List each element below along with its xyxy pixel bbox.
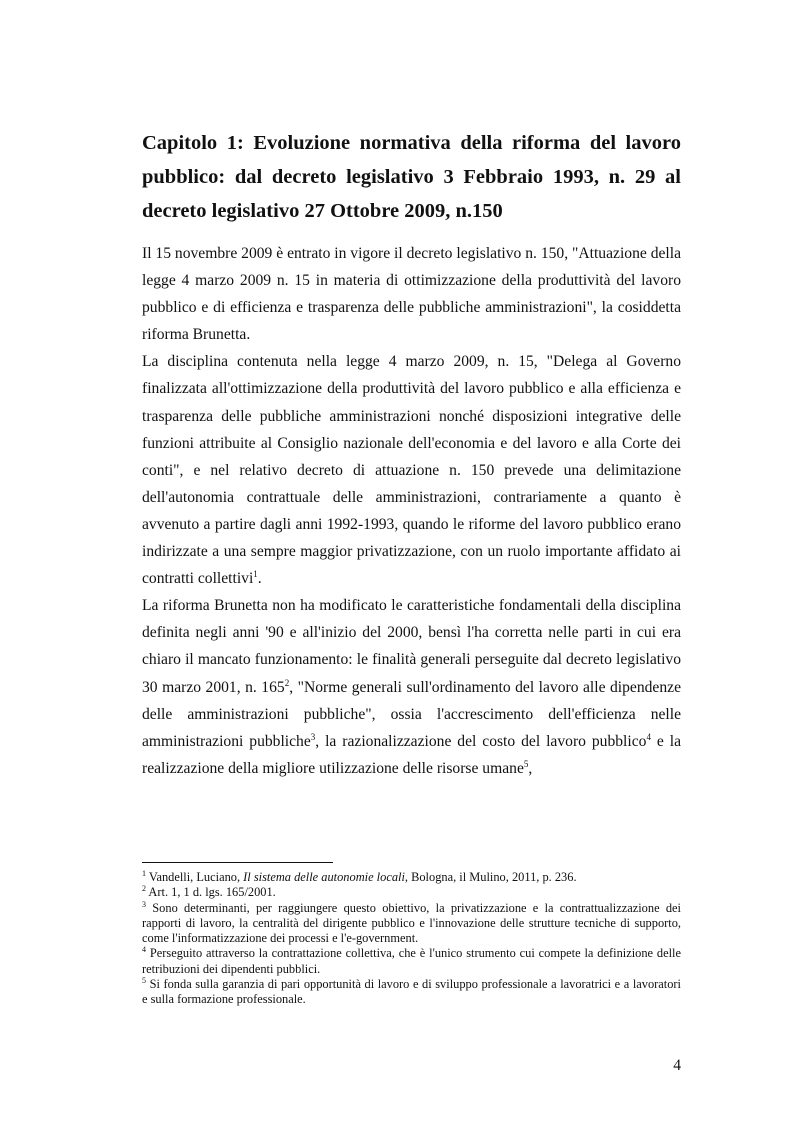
footnote-mark-4: 4 — [142, 945, 146, 955]
footnote-3 — [142, 901, 681, 947]
footnote-4-text: Perseguito attraverso la contrattazione collettiva, che è l'unico strumento cui compete la definizione delle retribuzioni dei dipendenti pubblici. — [142, 946, 681, 976]
footnote-ref-2: 2 — [284, 677, 290, 688]
footnote-1-title: Il sistema delle autonomie locali — [243, 870, 405, 884]
footnote-1-text-b: , Bologna, il Mulino, 2011, p. 236. — [404, 870, 577, 884]
footnote-ref-4: 4 — [646, 731, 651, 742]
footnote-ref-3: 3 — [310, 731, 316, 742]
paragraph-3-text-c: , la razionalizzazione del costo del lavoro pubblico — [315, 732, 647, 750]
footnote-mark-1: 1 — [142, 868, 146, 878]
paragraph-2: La disciplina contenuta nella legge 4 marzo 2009, n. 15, "Delega al Governo finalizzata all'ottimizzazione della produttività del lavoro pubblico e alla efficienza e trasparenza delle pubbliche amministrazioni nonché disposizioni integrative delle funzioni attribuite al Consiglio nazionale dell'economia e del lavoro e alla Corte dei conti", e nel relativo decreto di attuazione n. 150 prevede una delimitazione dell'autonomia contrattuale delle amministrazioni, contrariamente a quanto è avvenuto a partire dagli anni 1992-1993, quando le riforme del lavoro pubblico erano indirizzate a una sempre maggior privatizzazione, con un ruolo importante affidato ai contratti collettivi$^1$. — [142, 353, 681, 588]
footnote-2-text: Art. 1, 1 d. lgs. 165/2001. — [148, 885, 276, 900]
chapter-heading: Capitolo 1: Evoluzione normativa della riforma del lavoro pubblico: dal decreto legislativo 3 Febbraio 1993, n. 29 al decreto legislativo 27 Ottobre 2009, n.150 — [142, 132, 681, 222]
paragraph-3-text-b: , "Norme generali sull'ordinamento del lavoro alle dipendenze delle amministrazioni pubbliche", ossia l'accrescimento dell'efficienza nelle amministrazioni pubbliche — [142, 678, 681, 750]
footnote-3-text: Sono determinanti, per raggiungere questo obiettivo, la privatizzazione e la contrattualizzazione dei rapporti di lavoro, la centralità del dirigente pubblico e l'innovazione delle strutture tecniche di supporto, come l'informatizzazione dei processi e l'e-government. — [142, 900, 681, 946]
footnote-1-text-a: Vandelli, Luciano, — [148, 870, 244, 884]
footnote-separator — [142, 862, 333, 863]
footnote-5-text: Si fonda sulla garanzia di pari opportunità di lavoro e di sviluppo professionale a lavoratrici e a lavoratori e sulla formazione professionale. — [142, 977, 681, 1007]
footnote-ref-5: 5 — [523, 758, 529, 769]
footnote-mark-5: 5 — [142, 975, 146, 985]
paragraph-3-text-a: La riforma Brunetta non ha modificato le caratteristiche fondamentali della disciplina definita negli anni '90 e all'inizio del 2000, bensì l'ha corretta nelle parti in cui era chiaro il mancato funzionamento: le finalità generali perseguite dal decreto legislativo 30 marzo 2001, n. 165 — [142, 597, 681, 696]
footnote-1 — [142, 870, 681, 885]
footnote-4 — [142, 946, 681, 977]
footnote-mark-2: 2 — [142, 884, 146, 894]
paragraph-2-text: La disciplina contenuta nella legge 4 marzo 2009, n. 15, "Delega al Governo finalizzata all'ottimizzazione della produttività del lavoro pubblico e alla efficienza e trasparenza delle pubbliche amministrazioni nonché disposizioni integrative delle funzioni attribuite al Consiglio nazionale dell'economia e del lavoro e alla Corte dei conti", e nel relativo decreto di attuazione n. 150 prevede una delimitazione dell'autonomia contrattuale delle amministrazioni, contrariamente a quanto è avvenuto a partire dagli anni 1992-1993, quando le riforme del lavoro pubblico erano indirizzate a una sempre maggior privatizzazione, con un ruolo importante affidato ai contratti collettivi — [142, 353, 681, 588]
paragraph-3-text-d: e la realizzazione della migliore utilizzazione delle risorse umane — [142, 732, 681, 777]
page-number: 4 — [673, 1057, 681, 1074]
footnotes — [142, 870, 681, 1008]
body-text — [142, 240, 681, 782]
footnote-2 — [142, 885, 681, 900]
paragraph-3: La riforma Brunetta non ha modificato le caratteristiche fondamentali della disciplina definita negli anni '90 e all'inizio del 2000, bensì l'ha corretta nelle parti in cui era chiaro il mancato funzionamento: le finalità generali perseguite dal decreto legislativo 30 marzo 2001, n. $165^2$, "Norme generali sull'ordinamento del lavoro alle dipendenze delle amministrazioni pubbliche", ossia l'accrescimento dell'efficienza nelle amministrazioni pubbliche$^3$, la razionalizzazione del costo del lavoro pubblico$^4$ e la realizzazione della migliore utilizzazione delle risorse umane$^5$, — [142, 597, 681, 777]
footnote-ref-1: 1 — [253, 568, 258, 579]
footnote-mark-3: 3 — [142, 899, 146, 909]
footnote-5 — [142, 977, 681, 1008]
paragraph-1: Il 15 novembre 2009 è entrato in vigore il decreto legislativo n. 150, "Attuazione della legge 4 marzo 2009 n. 15 in materia di ottimizzazione della produttività del lavoro pubblico e di efficienza e trasparenza delle pubbliche amministrazioni", la cosiddetta riforma Brunetta. — [142, 245, 681, 344]
